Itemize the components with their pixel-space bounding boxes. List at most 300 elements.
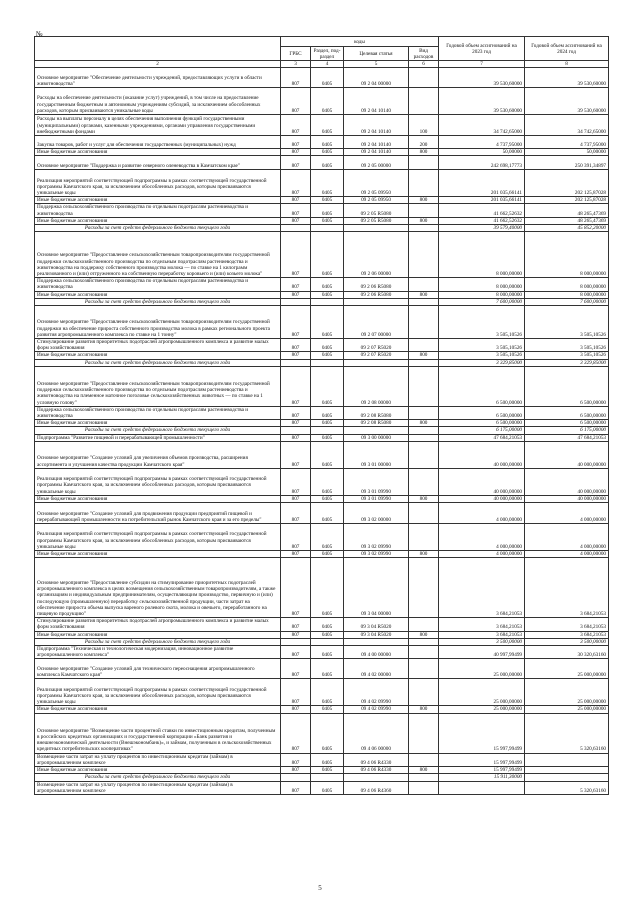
row-grbs: 807 — [281, 366, 311, 406]
row-razdel: 0405 — [311, 524, 344, 551]
row-grbs: 807 — [281, 706, 311, 713]
row-amount-2024: 3 684,21053 — [525, 558, 609, 618]
table-row — [35, 278, 609, 291]
row-name: Основное мероприятие "Поддержка и развитие северного оленеводства в Камчатском крае" — [35, 156, 281, 170]
row-expense-type — [409, 366, 439, 406]
row-amount-2024: 3 505,10526 — [525, 306, 609, 339]
row-expense-type — [409, 646, 439, 659]
row-grbs: 807 — [281, 420, 311, 427]
col-2024-header: Годовой объем ассигнований на 2024 год — [525, 37, 609, 61]
row-name: Иные бюджетные ассигнования — [35, 217, 281, 224]
table-row — [35, 767, 609, 774]
row-amount-2023: 201 035,66141 — [439, 197, 525, 204]
row-grbs: 807 — [281, 646, 311, 659]
row-grbs — [281, 427, 311, 434]
row-amount-2024: 25 000,00000 — [525, 706, 609, 713]
row-grbs: 807 — [281, 352, 311, 359]
row-razdel: 0405 — [311, 495, 344, 502]
row-amount-2023: 8 000,00000 — [439, 291, 525, 298]
row-razdel: 0405 — [311, 646, 344, 659]
row-amount-2024: 3 500,00000 — [525, 638, 609, 645]
row-grbs — [281, 638, 311, 645]
table-row — [35, 197, 609, 204]
row-amount-2024: 5 320,63160 — [525, 713, 609, 753]
row-amount-2024: 25 000,00000 — [525, 659, 609, 679]
row-amount-2023: 39 579,40000 — [439, 225, 525, 232]
row-amount-2024: 39 530,60000 — [525, 68, 609, 88]
row-target-article: 09 4 06 R4360 — [344, 781, 409, 794]
row-grbs: 807 — [281, 434, 311, 441]
row-target-article: 09 2 05 00000 — [344, 156, 409, 170]
row-target-article: 09 2 04 00000 — [344, 68, 409, 88]
row-amount-2024: 40 000,00000 — [525, 468, 609, 495]
row-target-article: 09 3 02 00000 — [344, 503, 409, 524]
row-target-article — [344, 298, 409, 305]
federal-funds-subrow — [35, 225, 609, 232]
row-name: Иные бюджетные ассигнования — [35, 149, 281, 156]
row-amount-2024: 5 320,63160 — [525, 781, 609, 794]
col-index: 4 — [311, 61, 344, 68]
row-target-article: 09 4 00 00000 — [344, 646, 409, 659]
row-name: Расходы за счет средств федерального бюджета текущего года — [35, 298, 281, 305]
row-grbs: 807 — [281, 306, 311, 339]
table-row — [35, 232, 609, 278]
row-razdel: 0405 — [311, 631, 344, 638]
row-name: Поддержка сельскохозяйственного производства по отдельным подотраслям растениеводства и животноводства — [35, 278, 281, 291]
row-amount-2023: 4 000,00000 — [439, 524, 525, 551]
col-2023-header: Годовой объем ассигнований на 2023 год — [439, 37, 525, 61]
row-name: Расходы за счет средств федерального бюджета текущего года — [35, 427, 281, 434]
row-name: Стимулирование развития приоритетных подотраслей агропромышленного комплекса и развитие малых форм хозяйствования — [35, 618, 281, 631]
row-amount-2023: 3 684,21053 — [439, 558, 525, 618]
table-row — [35, 646, 609, 659]
row-amount-2023: 47 684,21053 — [439, 434, 525, 441]
row-amount-2024: 30 320,63160 — [525, 646, 609, 659]
row-grbs: 807 — [281, 631, 311, 638]
row-razdel — [311, 298, 344, 305]
table-row — [35, 524, 609, 551]
row-amount-2024: 48 265,47369 — [525, 204, 609, 217]
row-razdel: 0405 — [311, 88, 344, 115]
row-expense-type — [409, 503, 439, 524]
row-razdel: 0405 — [311, 170, 344, 197]
row-amount-2024: 39 530,60000 — [525, 88, 609, 115]
col-index: 6 — [409, 61, 439, 68]
row-grbs: 807 — [281, 558, 311, 618]
row-grbs — [281, 225, 311, 232]
row-expense-type — [409, 659, 439, 679]
row-target-article: 09 2 04 10140 — [344, 115, 409, 136]
row-amount-2024: 48 265,47369 — [525, 217, 609, 224]
budget-table — [34, 36, 609, 795]
row-amount-2024: 40 000,00000 — [525, 441, 609, 468]
table-row — [35, 366, 609, 406]
row-grbs: 807 — [281, 441, 311, 468]
row-name: Подпрограмма "Техническая и технологическая модернизация, инновационное развитие агропромышленного комплекса" — [35, 646, 281, 659]
row-grbs — [281, 298, 311, 305]
table-row — [35, 551, 609, 558]
row-expense-type: 800 — [409, 495, 439, 502]
row-amount-2024: 4 000,00000 — [525, 551, 609, 558]
row-target-article: 09 4 06 00000 — [344, 713, 409, 753]
row-amount-2023: 4 000,00000 — [439, 503, 525, 524]
row-amount-2023: 6 500,00000 — [439, 366, 525, 406]
table-row — [35, 659, 609, 679]
row-razdel — [311, 225, 344, 232]
col-index: 2 — [35, 61, 281, 68]
row-razdel: 0405 — [311, 149, 344, 156]
row-amount-2023: 201 035,66141 — [439, 170, 525, 197]
row-target-article: 09 3 04 R5020 — [344, 631, 409, 638]
col-index: 5 — [344, 61, 409, 68]
row-amount-2024: 4 000,00000 — [525, 524, 609, 551]
row-razdel: 0405 — [311, 204, 344, 217]
row-name: Реализация мероприятий соответствующей подпрограммы в рамках соответствующей государственной программы Камчатского края, за исключением обособленных расходов, которым присваиваются уникальные коды — [35, 679, 281, 706]
row-razdel: 0405 — [311, 551, 344, 558]
row-amount-2024: 6 500,00000 — [525, 406, 609, 419]
row-name: Основное мероприятие "Создание условий для продвижения продукции предприятий пищевой и перерабатывающей промышленности на потребительский рынок Камчатского края и за его пределы" — [35, 503, 281, 524]
row-name: Расходы за счет средств федерального бюджета текущего года — [35, 774, 281, 781]
row-expense-type — [409, 524, 439, 551]
row-grbs: 807 — [281, 495, 311, 502]
table-row — [35, 115, 609, 136]
row-name: Основное мероприятие "Предоставление сельскохозяйственным товаропроизводителям государственной поддержки сельскохозяйственного производства по отдельным подотраслям растениеводства и животноводства на поддержку собственного производства молока — по ставке на 1 килограмм реализованного и (или) отгруженного на собственную переработку коровьего и (или) козьего молока" — [35, 232, 281, 278]
row-amount-2024: 8 000,00000 — [525, 232, 609, 278]
col-razdel-header: Раздел, под-раздел — [311, 47, 344, 61]
row-grbs: 807 — [281, 204, 311, 217]
row-amount-2024: 6 500,00000 — [525, 366, 609, 406]
table-row — [35, 558, 609, 618]
row-razdel: 0405 — [311, 366, 344, 406]
table-row — [35, 781, 609, 794]
codes-group-header: коды — [281, 37, 439, 47]
row-grbs — [281, 359, 311, 366]
row-name: Иные бюджетные ассигнования — [35, 352, 281, 359]
row-amount-2023: 15 997,99499 — [439, 753, 525, 766]
row-razdel: 0405 — [311, 679, 344, 706]
federal-funds-subrow — [35, 298, 609, 305]
row-amount-2024 — [525, 767, 609, 774]
row-name: Основное мероприятие "Предоставление сельскохозяйственным товаропроизводителям государственной поддержки сельскохозяйственного производства по отдельным подотраслям растениеводства и животноводства на племенное маточное поголовье сельскохозяйственных животных — по ставке на 1 условную голову" — [35, 366, 281, 406]
row-expense-type: 800 — [409, 197, 439, 204]
row-razdel: 0405 — [311, 278, 344, 291]
row-grbs: 807 — [281, 291, 311, 298]
row-name: Иные бюджетные ассигнования — [35, 291, 281, 298]
row-amount-2024: 3 329,85000 — [525, 359, 609, 366]
row-razdel: 0405 — [311, 232, 344, 278]
row-amount-2023: 3 505,10526 — [439, 306, 525, 339]
row-grbs: 807 — [281, 170, 311, 197]
row-amount-2023: 34 742,65000 — [439, 115, 525, 136]
row-target-article: 09 2 06 00000 — [344, 232, 409, 278]
row-razdel: 0405 — [311, 68, 344, 88]
row-name: Подпрограмма "Развитие пищевой и перерабатывающей промышленности" — [35, 434, 281, 441]
row-grbs: 807 — [281, 149, 311, 156]
row-expense-type — [409, 753, 439, 766]
row-razdel: 0405 — [311, 306, 344, 339]
row-expense-type — [409, 618, 439, 631]
row-amount-2023: 15 911,30000 — [439, 774, 525, 781]
row-target-article: 09 2 05 09950 — [344, 170, 409, 197]
table-row — [35, 68, 609, 88]
row-expense-type — [409, 68, 439, 88]
row-expense-type — [409, 170, 439, 197]
row-amount-2024: 3 684,21053 — [525, 631, 609, 638]
row-target-article — [344, 359, 409, 366]
row-name: Реализация мероприятий соответствующей подпрограммы в рамках соответствующей государственной программы Камчатского края, за исключением обособленных расходов, которым присваиваются уникальные коды — [35, 468, 281, 495]
row-target-article: 09 2 08 R5080 — [344, 406, 409, 419]
row-amount-2024: 8 000,00000 — [525, 291, 609, 298]
table-row — [35, 468, 609, 495]
row-razdel — [311, 359, 344, 366]
row-razdel: 0405 — [311, 434, 344, 441]
row-razdel: 0405 — [311, 136, 344, 149]
row-target-article — [344, 638, 409, 645]
row-amount-2024: 40 000,00000 — [525, 495, 609, 502]
row-name: Основное мероприятие "Создание условий для технического переоснащения агропромышленного комплекса Камчатского края" — [35, 659, 281, 679]
row-name: Иные бюджетные ассигнования — [35, 767, 281, 774]
table-row — [35, 420, 609, 427]
row-expense-type — [409, 441, 439, 468]
row-amount-2024: 3 505,10526 — [525, 339, 609, 352]
row-target-article: 09 4 06 R4330 — [344, 767, 409, 774]
row-name: Возмещение части затрат на уплату процентов по инвестиционным кредитам (займам) в агропромышленном комплексе — [35, 781, 281, 794]
row-amount-2024: 6 500,00000 — [525, 420, 609, 427]
row-target-article: 09 4 02 00000 — [344, 659, 409, 679]
table-row — [35, 706, 609, 713]
table-row — [35, 713, 609, 753]
row-razdel: 0405 — [311, 339, 344, 352]
row-name: Иные бюджетные ассигнования — [35, 631, 281, 638]
row-expense-type: 800 — [409, 706, 439, 713]
row-amount-2023: 39 530,60000 — [439, 68, 525, 88]
row-name: Иные бюджетные ассигнования — [35, 706, 281, 713]
row-expense-type — [409, 468, 439, 495]
row-amount-2023: 3 684,21053 — [439, 631, 525, 638]
table-row — [35, 291, 609, 298]
row-amount-2023: 41 662,52632 — [439, 217, 525, 224]
row-amount-2024: 8 000,00000 — [525, 278, 609, 291]
col-name-header — [35, 37, 281, 61]
row-target-article: 09 2 05 R5080 — [344, 217, 409, 224]
row-target-article: 09 3 01 09990 — [344, 495, 409, 502]
col-vr-header: Вид расходов — [409, 47, 439, 61]
row-amount-2024: 202 125,87028 — [525, 197, 609, 204]
row-amount-2023: 3 329,85000 — [439, 359, 525, 366]
page-number: 5 — [318, 884, 322, 892]
row-amount-2023: 40 997,99499 — [439, 646, 525, 659]
row-target-article: 09 2 08 R5080 — [344, 420, 409, 427]
table-row — [35, 406, 609, 419]
table-row — [35, 753, 609, 766]
row-amount-2023 — [439, 781, 525, 794]
row-amount-2024: 45 852,20000 — [525, 225, 609, 232]
row-name: Закупка товаров, работ и услуг для обеспечения государственных (муниципальных) нужд — [35, 136, 281, 149]
row-name: Поддержка сельскохозяйственного производства по отдельным подотраслям растениеводства и животноводства — [35, 204, 281, 217]
row-grbs: 807 — [281, 232, 311, 278]
row-name: Расходы за счет средств федерального бюджета текущего года — [35, 359, 281, 366]
row-amount-2024: 50,00000 — [525, 149, 609, 156]
row-grbs: 807 — [281, 406, 311, 419]
row-amount-2023: 7 600,00000 — [439, 298, 525, 305]
row-amount-2023: 40 000,00000 — [439, 468, 525, 495]
row-grbs: 807 — [281, 68, 311, 88]
row-expense-type: 800 — [409, 551, 439, 558]
row-grbs: 807 — [281, 713, 311, 753]
row-amount-2023: 4 000,00000 — [439, 551, 525, 558]
row-grbs: 807 — [281, 468, 311, 495]
row-amount-2023: 25 000,00000 — [439, 659, 525, 679]
row-grbs: 807 — [281, 217, 311, 224]
federal-funds-subrow — [35, 359, 609, 366]
row-razdel: 0405 — [311, 406, 344, 419]
row-expense-type: 800 — [409, 352, 439, 359]
row-expense-type — [409, 225, 439, 232]
row-amount-2024 — [525, 774, 609, 781]
row-name: Иные бюджетные ассигнования — [35, 197, 281, 204]
row-amount-2024: 6 175,00000 — [525, 427, 609, 434]
table-row — [35, 631, 609, 638]
row-razdel: 0405 — [311, 115, 344, 136]
row-grbs: 807 — [281, 767, 311, 774]
row-target-article: 09 2 06 R5080 — [344, 291, 409, 298]
row-amount-2023: 6 175,00000 — [439, 427, 525, 434]
table-row — [35, 88, 609, 115]
col-cs-header: Целевая статья — [344, 47, 409, 61]
row-target-article — [344, 774, 409, 781]
row-amount-2023: 8 000,00000 — [439, 232, 525, 278]
row-amount-2023: 40 000,00000 — [439, 441, 525, 468]
row-amount-2024: 25 000,00000 — [525, 679, 609, 706]
row-name: Основное мероприятие "Предоставление субсидии на стимулирование приоритетных подотраслей агропромышленного комплекса в целях возмещения сельскохозяйственным товаропроизводителям, а также организациям и индивидуальным предпринимателям, осуществляющим производство, первичную и (или) последующую (промышленную) переработку сельскохозяйственной продукции, части затрат на обеспечение прироста объема выпуска вареного ролевого скота, молока и овечьего, переработанного на пищевую продукцию" — [35, 558, 281, 618]
row-name: Основное мероприятие "Обеспечение деятельности учреждений, предоставляющих услуги в области животноводства" — [35, 68, 281, 88]
page-header-number-symbol: № — [36, 30, 43, 38]
table-row — [35, 204, 609, 217]
row-amount-2024: 4 737,95000 — [525, 136, 609, 149]
row-grbs: 807 — [281, 339, 311, 352]
row-target-article: 09 3 01 00000 — [344, 441, 409, 468]
row-expense-type — [409, 88, 439, 115]
row-expense-type: 800 — [409, 631, 439, 638]
table-row — [35, 618, 609, 631]
row-target-article: 09 2 07 00000 — [344, 306, 409, 339]
row-amount-2023: 6 500,00000 — [439, 406, 525, 419]
table-row — [35, 352, 609, 359]
row-grbs: 807 — [281, 115, 311, 136]
row-razdel: 0405 — [311, 781, 344, 794]
row-razdel: 0405 — [311, 217, 344, 224]
row-amount-2023: 3 500,00000 — [439, 638, 525, 645]
row-razdel: 0405 — [311, 291, 344, 298]
row-name: Реализация мероприятий соответствующей подпрограммы в рамках соответствующей государственной программы Камчатского края, за исключением обособленных расходов, которым присваиваются уникальные коды — [35, 170, 281, 197]
row-razdel: 0405 — [311, 659, 344, 679]
row-expense-type — [409, 781, 439, 794]
row-expense-type — [409, 306, 439, 339]
row-name: Расходы за счет средств федерального бюджета текущего года — [35, 225, 281, 232]
row-razdel: 0405 — [311, 753, 344, 766]
row-grbs: 807 — [281, 278, 311, 291]
table-row — [35, 503, 609, 524]
row-name: Возмещение части затрат на уплату процентов по инвестиционным кредитам (займам) в агропромышленном комплексе — [35, 753, 281, 766]
row-name: Стимулирование развития приоритетных подотраслей агропромышленного комплекса и развитие малых форм хозяйствования — [35, 339, 281, 352]
row-amount-2024: 3 684,21053 — [525, 618, 609, 631]
row-razdel: 0405 — [311, 713, 344, 753]
row-grbs: 807 — [281, 136, 311, 149]
row-razdel: 0405 — [311, 503, 344, 524]
row-target-article: 09 3 04 00000 — [344, 558, 409, 618]
row-amount-2023: 3 505,10526 — [439, 352, 525, 359]
row-name: Поддержка сельскохозяйственного производства по отдельным подотраслям растениеводства и животноводства — [35, 406, 281, 419]
row-target-article: 09 2 07 R5020 — [344, 352, 409, 359]
row-expense-type — [409, 774, 439, 781]
row-grbs: 807 — [281, 781, 311, 794]
table-row — [35, 306, 609, 339]
table-body — [35, 68, 609, 795]
row-grbs: 807 — [281, 197, 311, 204]
row-amount-2023: 242 698,17773 — [439, 156, 525, 170]
table-row — [35, 156, 609, 170]
row-grbs: 807 — [281, 618, 311, 631]
federal-funds-subrow — [35, 774, 609, 781]
row-target-article: 09 2 05 09950 — [344, 197, 409, 204]
row-amount-2024 — [525, 753, 609, 766]
row-grbs — [281, 774, 311, 781]
row-grbs: 807 — [281, 503, 311, 524]
row-target-article: 09 3 04 R5020 — [344, 618, 409, 631]
row-amount-2024: 47 684,21053 — [525, 434, 609, 441]
row-target-article: 09 4 02 09990 — [344, 679, 409, 706]
table-header — [35, 37, 609, 68]
row-expense-type: 200 — [409, 136, 439, 149]
row-razdel: 0405 — [311, 618, 344, 631]
table-row — [35, 679, 609, 706]
row-expense-type: 800 — [409, 420, 439, 427]
row-razdel: 0405 — [311, 441, 344, 468]
table-row — [35, 170, 609, 197]
row-name: Реализация мероприятий соответствующей подпрограммы в рамках соответствующей государственной программы Камчатского края, за исключением обособленных расходов, которым присваиваются уникальные коды — [35, 524, 281, 551]
row-expense-type — [409, 406, 439, 419]
table-row — [35, 434, 609, 441]
row-grbs: 807 — [281, 659, 311, 679]
row-expense-type: 100 — [409, 115, 439, 136]
row-target-article: 09 4 02 09990 — [344, 706, 409, 713]
row-amount-2023: 3 505,10526 — [439, 339, 525, 352]
row-expense-type — [409, 427, 439, 434]
row-expense-type — [409, 638, 439, 645]
row-target-article: 09 2 07 R5020 — [344, 339, 409, 352]
row-razdel: 0405 — [311, 706, 344, 713]
row-amount-2023: 3 684,21053 — [439, 618, 525, 631]
col-grbs-header: ГРБС — [281, 47, 311, 61]
row-name: Иные бюджетные ассигнования — [35, 551, 281, 558]
row-amount-2024: 3 505,10526 — [525, 352, 609, 359]
row-grbs: 807 — [281, 88, 311, 115]
row-amount-2023: 50,00000 — [439, 149, 525, 156]
row-razdel — [311, 427, 344, 434]
row-grbs: 807 — [281, 524, 311, 551]
row-target-article: 09 2 06 R5080 — [344, 278, 409, 291]
row-amount-2024: 7 600,00000 — [525, 298, 609, 305]
row-amount-2023: 15 997,99499 — [439, 713, 525, 753]
row-expense-type — [409, 204, 439, 217]
table-row — [35, 441, 609, 468]
row-expense-type — [409, 679, 439, 706]
row-expense-type — [409, 156, 439, 170]
row-grbs: 807 — [281, 679, 311, 706]
row-name: Иные бюджетные ассигнования — [35, 495, 281, 502]
row-amount-2024: 34 742,65000 — [525, 115, 609, 136]
row-razdel: 0405 — [311, 420, 344, 427]
